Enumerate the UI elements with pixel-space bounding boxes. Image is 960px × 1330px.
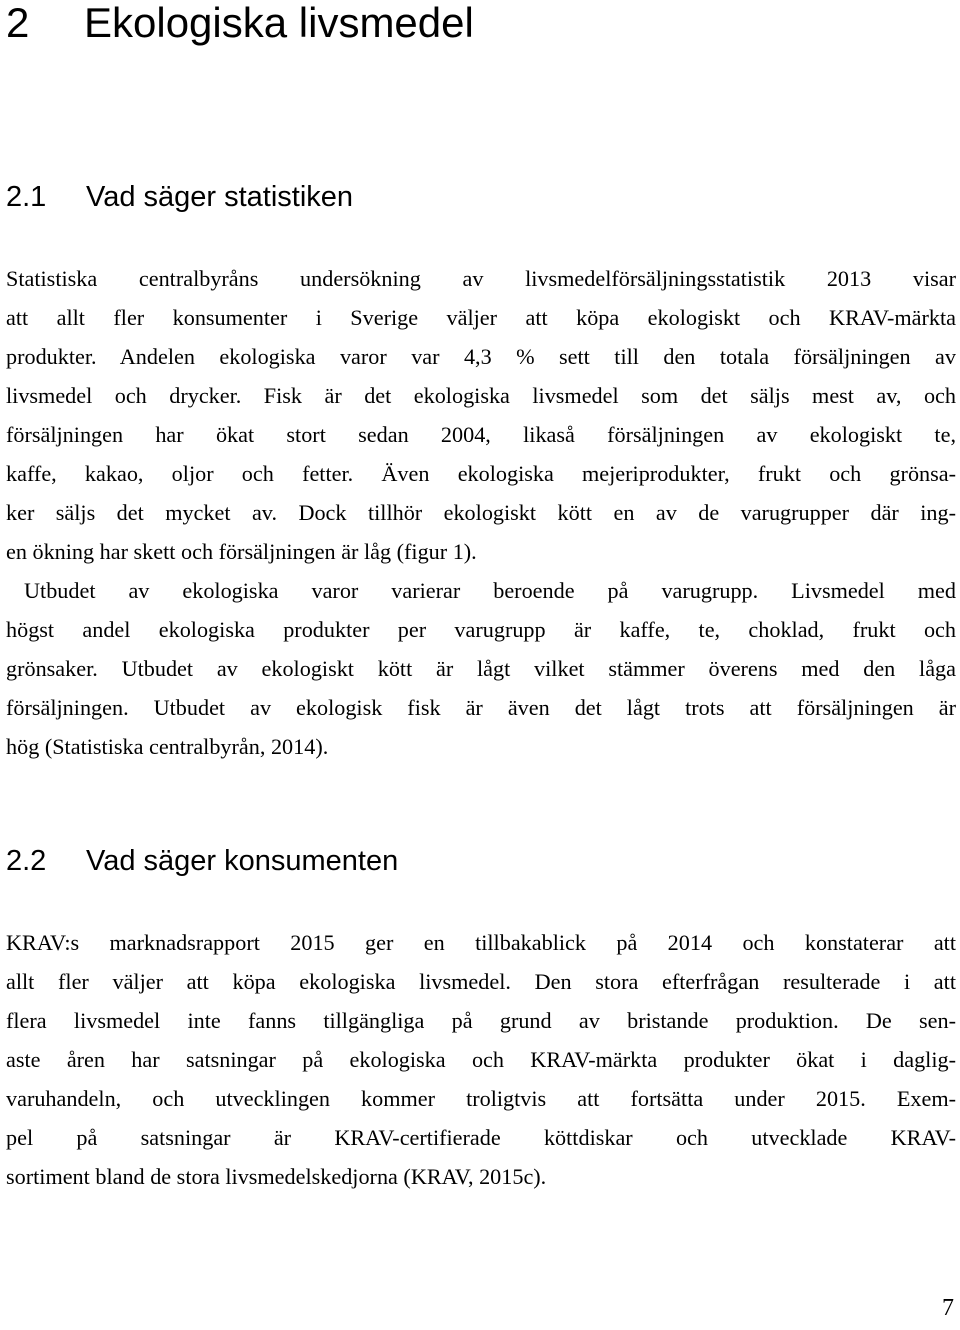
section-heading-statistics: [6, 180, 353, 214]
text-line: högst andel ekologiska produkter per varugrupp är kaffe, te, choklad, frukt och: [6, 617, 956, 642]
statistics-text: [6, 259, 956, 766]
text-line: försäljningen. Utbudet av ekologisk fisk är även det lågt trots att försäljningen är: [6, 695, 956, 720]
text-line: produkter. Andelen ekologiska varor var 4,3 % sett till den totala försäljningen av: [6, 344, 956, 369]
text-line: försäljningen har ökat stort sedan 2004, likaså försäljningen av ekologiskt te,: [6, 422, 956, 447]
section-heading-consumer: [6, 844, 398, 878]
section-number: 2.1: [6, 181, 47, 213]
text-line: Utbudet av ekologiska varor varierar beroende på varugrupp. Livsmedel med: [24, 578, 956, 603]
section-number: 2.2: [6, 845, 47, 877]
section-title: Vad säger statistiken: [86, 181, 354, 213]
text-line: varuhandeln, och utvecklingen kommer troligtvis att fortsätta under 2015. Exem-: [6, 1086, 956, 1111]
text-line: sortiment bland de stora livsmedelskedjorna (KRAV, 2015c).: [6, 1164, 547, 1189]
text-line: kaffe, kakao, oljor och fetter. Även ekologiska mejeriprodukter, frukt och grönsa-: [6, 461, 956, 486]
consumer-text: [6, 923, 956, 1196]
text-line: aste åren har satsningar på ekologiska och KRAV-märkta produkter ökat i daglig-: [6, 1047, 956, 1072]
chapter-number: 2: [6, 0, 30, 46]
text-line: grönsaker. Utbudet av ekologiskt kött är lågt vilket stämmer överens med den låga: [6, 656, 956, 681]
section-title: Vad säger konsumenten: [86, 845, 399, 877]
text-line: hög (Statistiska centralbyrån, 2014).: [6, 734, 329, 759]
text-line: flera livsmedel inte fanns tillgängliga på grund av bristande produktion. De sen-: [6, 1008, 956, 1033]
text-line: en ökning har skett och försäljningen är låg (figur 1).: [6, 539, 477, 564]
text-line: att allt fler konsumenter i Sverige väljer att köpa ekologiskt och KRAV-märkta: [6, 305, 956, 330]
text-line: Statistiska centralbyråns undersökning av livsmedelförsäljningsstatistik 2013 visar: [6, 266, 956, 291]
chapter-title: Ekologiska livsmedel: [84, 0, 474, 46]
text-line: pel på satsningar är KRAV-certifierade köttdiskar och utvecklade KRAV-: [6, 1125, 956, 1150]
text-line: allt fler väljer att köpa ekologiska livsmedel. Den stora efterfrågan resulterade i att: [6, 969, 956, 994]
chapter-heading: [6, 0, 474, 46]
text-line: KRAV:s marknadsrapport 2015 ger en tillbakablick på 2014 och konstaterar att: [6, 930, 956, 955]
text-line: ker säljs det mycket av. Dock tillhör ekologiskt kött en av de varugrupper där ing-: [6, 500, 956, 525]
text-line: livsmedel och drycker. Fisk är det ekologiska livsmedel som det säljs mest av, och: [6, 383, 956, 408]
page-number: 7: [942, 1295, 954, 1321]
